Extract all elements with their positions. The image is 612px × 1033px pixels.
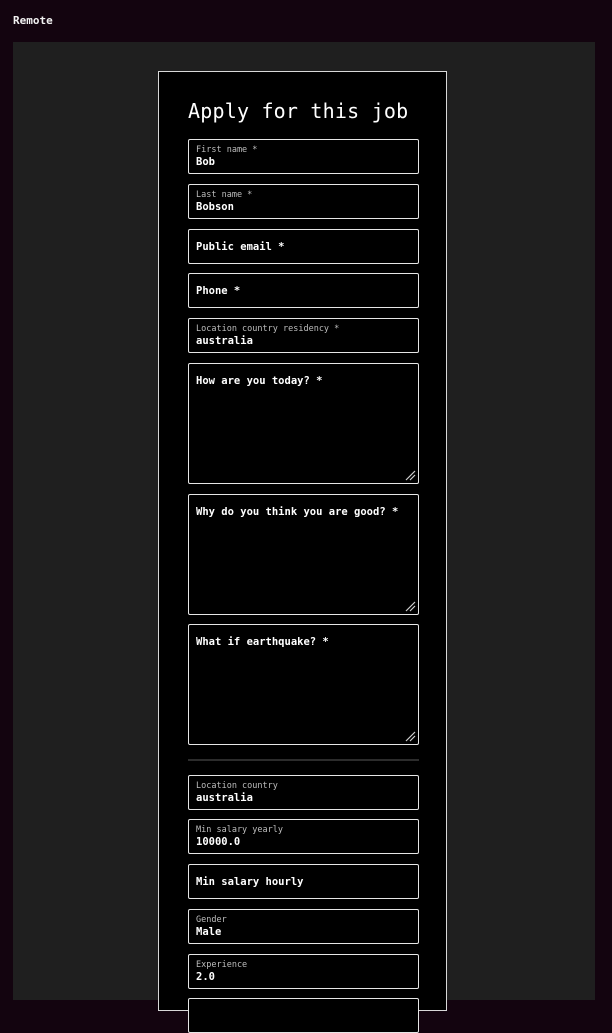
min-salary-hourly-placeholder: Min salary hourly (196, 876, 304, 888)
min-salary-hourly-field[interactable] (188, 864, 419, 899)
phone-field[interactable] (188, 273, 419, 308)
min-salary-yearly-value[interactable]: 10000.0 (196, 836, 241, 848)
why-good-textarea[interactable] (188, 494, 419, 615)
resize-handle-icon[interactable] (405, 731, 416, 742)
remote-label[interactable]: Remote (13, 14, 53, 27)
location-country-value[interactable]: australia (196, 792, 253, 804)
resize-handle-icon[interactable] (405, 470, 416, 481)
phone-placeholder: Phone * (196, 285, 241, 297)
top-bar (0, 0, 612, 42)
resize-handle-icon[interactable] (405, 601, 416, 612)
experience-label: Experience (196, 960, 248, 970)
location-country-residency-value[interactable]: australia (196, 335, 253, 347)
earthquake-textarea[interactable] (188, 624, 419, 745)
first-name-field[interactable] (188, 139, 419, 174)
gender-label: Gender (196, 915, 227, 925)
application-form (158, 71, 447, 1011)
gender-value[interactable]: Male (196, 926, 222, 938)
last-name-label: Last name * (196, 190, 253, 200)
last-name-field[interactable] (188, 184, 419, 219)
section-divider (188, 759, 419, 761)
public-email-field[interactable] (188, 229, 419, 264)
min-salary-yearly-label: Min salary yearly (196, 825, 283, 835)
how-are-you-placeholder: How are you today? * (196, 375, 323, 387)
location-country-residency-field[interactable] (188, 318, 419, 353)
location-country-residency-label: Location country residency * (196, 324, 340, 334)
public-email-placeholder: Public email * (196, 241, 285, 253)
earthquake-placeholder: What if earthquake? * (196, 636, 329, 648)
min-salary-yearly-field[interactable] (188, 819, 419, 854)
gender-field[interactable] (188, 909, 419, 944)
form-title: Apply for this job (188, 99, 409, 123)
experience-field[interactable] (188, 954, 419, 989)
location-country-field[interactable] (188, 775, 419, 810)
experience-value[interactable]: 2.0 (196, 971, 215, 983)
first-name-label: First name * (196, 145, 258, 155)
why-good-placeholder: Why do you think you are good? * (196, 506, 399, 518)
location-country-label: Location country (196, 781, 278, 791)
how-are-you-textarea[interactable] (188, 363, 419, 484)
next-field[interactable] (188, 998, 419, 1033)
first-name-value[interactable]: Bob (196, 156, 215, 168)
last-name-value[interactable]: Bobson (196, 201, 234, 213)
